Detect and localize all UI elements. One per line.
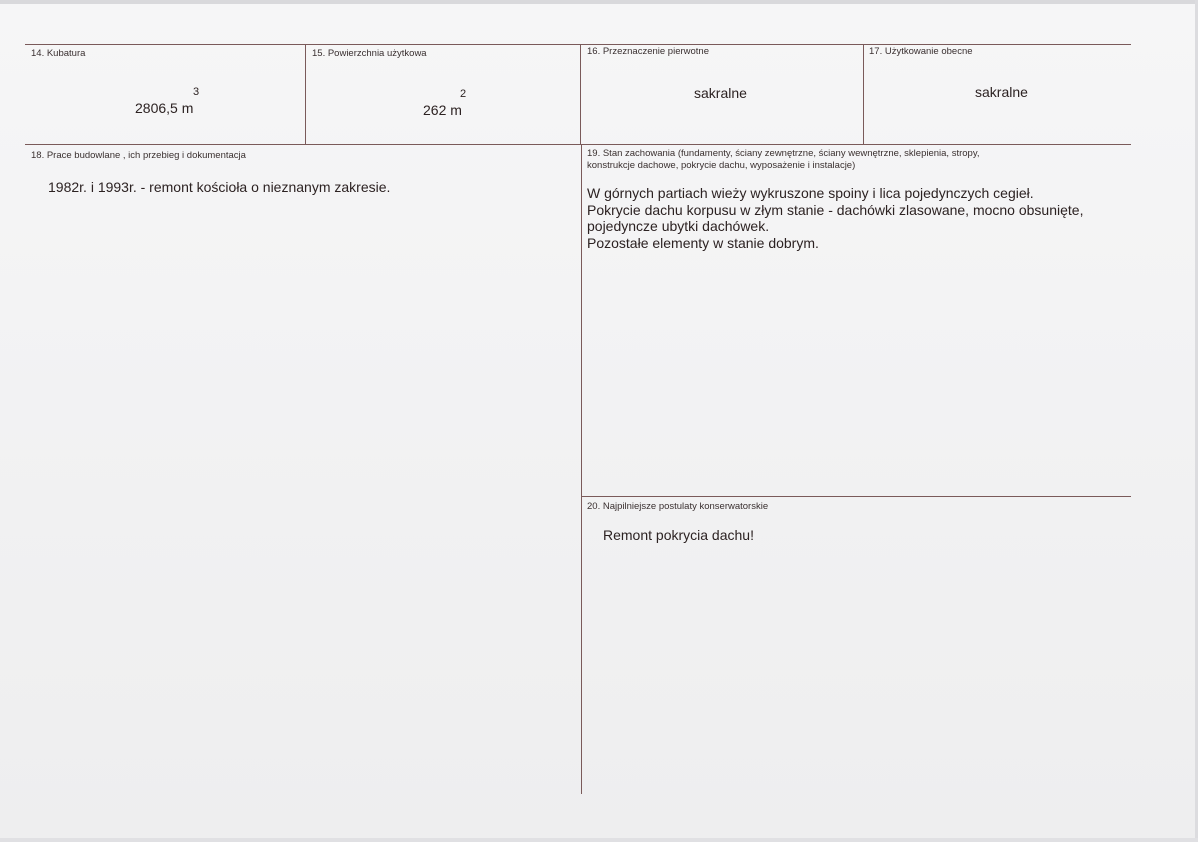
field-14-value: 2806,5 m [135,100,194,116]
field-20-value: Remont pokrycia dachu! [603,527,754,543]
field-19-line-3: pojedyncze ubytki dachówek. [587,218,770,234]
field-19-line-4: Pozostałe elementy w stanie dobrym. [587,234,819,251]
field-15-label: 15. Powierzchnia użytkowa [312,48,427,59]
field-20-label: 20. Najpilniejsze postulaty konserwatorskie [587,501,769,512]
field-17-label: 17. Użytkowanie obecne [869,46,973,57]
rule-col-16-17 [863,44,864,145]
field-17-value: sakralne [975,84,1028,100]
rule-col-15-16 [580,44,581,145]
rule-field20-top [581,496,1131,497]
field-19-line-2: Pokrycie dachu korpusu w złym stanie - dachówki zlasowane, mocno obsunięte, [587,201,1084,218]
field-15-exponent: 2 [460,88,467,100]
rule-row1-bottom [25,144,1131,145]
field-19-line-1: W górnych partiach wieży wykruszone spoiny i lica pojedynczych cegieł. [587,185,1034,201]
paper-edge-bottom [0,838,1198,842]
field-15-value: 262 m [423,102,462,118]
field-16-value: sakralne [694,85,747,101]
field-14-exponent: 3 [193,86,200,98]
field-19-text [587,185,1083,251]
rule-col-14-15 [305,44,306,145]
field-19-label-line-1: 19. Stan zachowania (fundamenty, ściany zewnętrzne, ściany wewnętrzne, sklepienia, stropy, [587,148,980,159]
field-14-label: 14. Kubatura [31,48,86,59]
field-18-value: 1982r. i 1993r. - remont kościoła o nieznanym zakresie. [48,179,391,195]
rule-top [25,44,1131,45]
field-19-label-line-2: konstrukcje dachowe, pokrycie dachu, wyposażenie i instalacje) [587,160,856,171]
field-16-label: 16. Przeznaczenie pierwotne [587,46,709,57]
field-18-label: 18. Prace budowlane , ich przebieg i dokumentacja [31,150,246,161]
paper-edge-top [0,0,1198,4]
rule-col-18-19 [581,144,582,794]
